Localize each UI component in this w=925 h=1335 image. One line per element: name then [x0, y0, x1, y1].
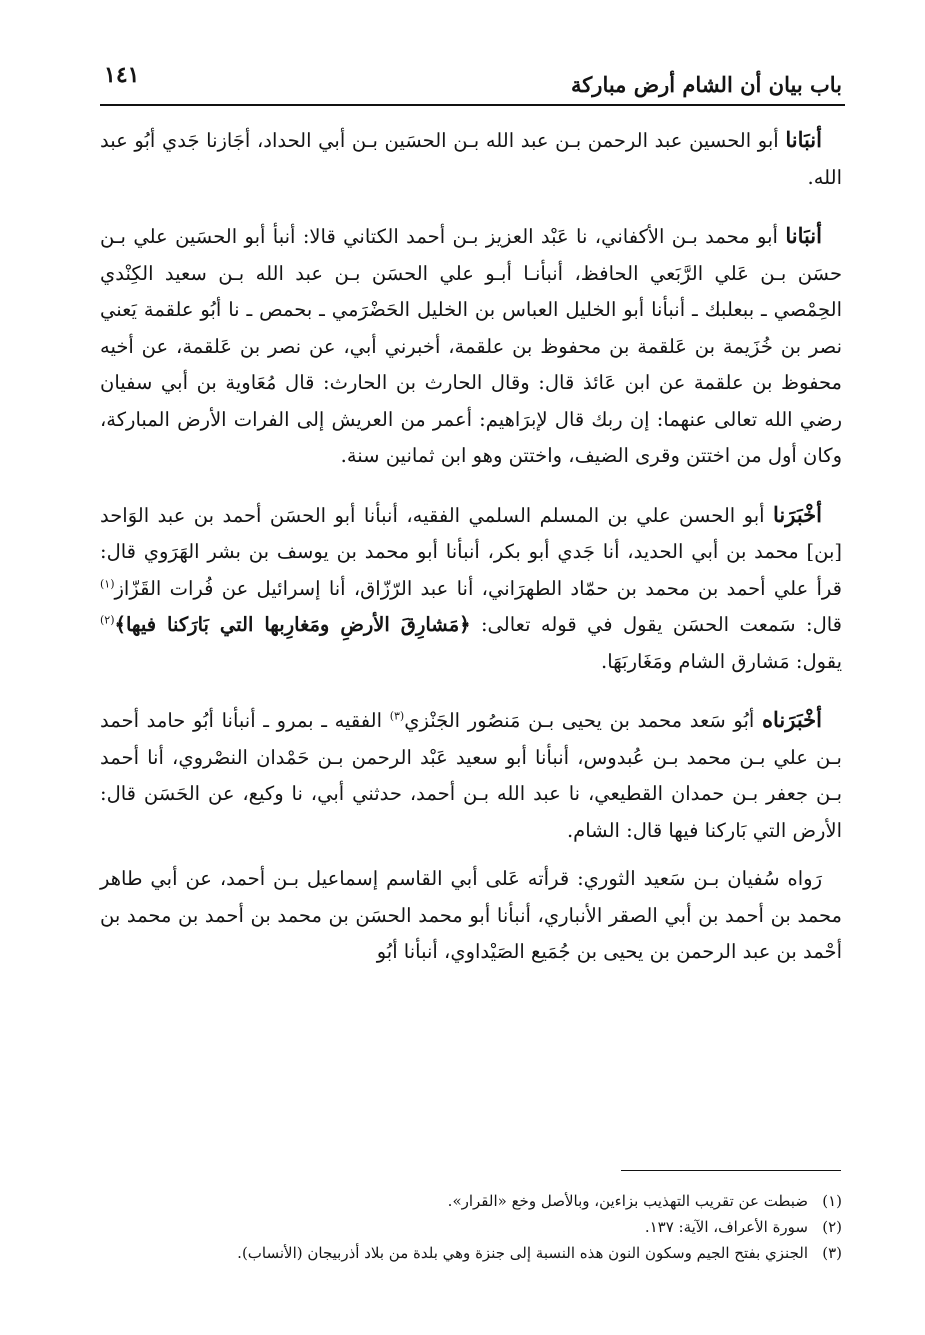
isnad-lead-word: أخْبَرَناه: [762, 707, 822, 732]
footnote-2: [100, 1214, 842, 1240]
paragraph-4: [100, 702, 842, 849]
paragraph-text-cont: قال: سَمعت الحسَن يقول في قوله تعالى:: [470, 613, 843, 636]
paragraph-text: أبو محمد بـن الأكفاني، نا عَبْد العزيز بـن أحمد الكتاني قالا: أنبأ أبو الحسَين علي بـن حسَن بـن عَلي الرَّبَعي الحافظ، أنبأنـا أبـو علي الحسَن بـن عبد الله بـن سعيد الكِنْدي الحِمْصي ـ ببعلبك ـ أنبأنا أبو الخليل العباس بن الخليل الحَضْرَمي ـ بحمص ـ نا أبُو علقمة يَعني نصر بن خُزَيمة بن عَلقمة بن محفوظ بن علقمة، أخبرني أبي، عن نصر بن عَلقمة، عن أخيه محفوظ بن علقمة عن ابن عَائذ قال: وقال الحارث بن الحارث: قال مُعَاوية بن أبي سفيان رضي الله تعالى عنهما: إن ربك قال لإبرَاهيم: أعمر من العريش إلى الفرات الأرض المباركة، وكان أول من اختتن وقرى الضيف، واختتن وهو ابن ثمانين سنة.: [100, 225, 842, 467]
page-header: [100, 60, 842, 104]
page-number: ١٤١: [104, 62, 140, 88]
main-text: [100, 122, 842, 971]
isnad-lead-word: أنبَانا: [785, 127, 822, 152]
isnad-lead-word: أخْبَرَنا: [773, 501, 822, 527]
footnote-number: (٢): [822, 1218, 842, 1236]
footnote-text: الجنزي بفتح الجيم وسكون النون هذه النسبة إلى جنزة وهي بلدة من بلاد أذربيجان (الأنساب).: [237, 1244, 808, 1262]
paragraph-text: رَواه سُفيان بـن سَعيد الثوري: قرأته عَلى أبي القاسم إسماعيل بـن أحمد، عن أبي طاهر محمد بن أحمد بن أبي الصقر الأنباري، أنبأنا أبو محمد الحسَن بن محمد بن أحمد بن محمد بن أحْمد بن عبد الرحمن بن يحيى بن جُمَيع الصَيْداوي، أنبأنا أبُو: [100, 867, 842, 963]
running-title: باب بيان أن الشام أرض مباركة: [571, 72, 842, 97]
paragraph-3: [100, 497, 842, 681]
footnote-number: (٣): [822, 1244, 842, 1262]
footnote-ref-3[interactable]: (٣): [389, 709, 405, 723]
footnote-text: سورة الأعراف، الآية: ١٣٧.: [644, 1218, 808, 1236]
footnotes: [100, 1188, 842, 1266]
footnote-text: ضبطت عن تقريب التهذيب بزاءين، وبالأصل وخع «القرار».: [447, 1192, 808, 1210]
paragraph-5: [100, 861, 842, 971]
footnote-number: (١): [822, 1192, 842, 1210]
paragraph-text-end: يقول: مَشارق الشام ومَغَاربَهَا.: [601, 649, 842, 673]
footnote-1: [100, 1188, 842, 1214]
footnote-3: [100, 1240, 842, 1266]
isnad-lead-word: أنبَانا: [785, 223, 822, 248]
quran-verse: ﴿مَشارِقَ الأرضِ ومَغارِبها التي بَارَكنا فيها﴾: [114, 613, 471, 636]
paragraph-text: أبُو سَعد محمد بن يحيى بـن مَنصُور الجَنْزي: [404, 709, 762, 732]
footnote-ref-1[interactable]: (١): [100, 577, 115, 590]
paragraph-2: [100, 218, 842, 475]
footnote-separator: [621, 1170, 841, 1171]
paragraph-text: أبو الحسين عبد الرحمن بـن عبد الله بـن الحسَين بـن أبي الحداد، أجَازنا جَدي أبُو عبد الله.: [100, 129, 842, 189]
paragraph-text-cont: الفقيه ـ بمرو ـ أنبأنا أبُو حامد أحمد بـن علي بـن محمد بـن عُبدوس، أنبأنا أبو سعيد عَبْد الرحمن بـن حَمْدان النصْروي، أنا أحمد بـن جعفر بـن حمدان القطيعي، نا عبد الله بـن أحمد، حدثني أبي، نا وكيع، عن الحَسَن قال: الأرض التي بَاركنا فيها قال: الشام.: [100, 709, 842, 842]
paragraph-text: أبو الحسن علي بن المسلم السلمي الفقيه، أنبأنا أبو الحسَن أحمد بن عبد الوَاحد [بن] محمد بن أبي الحديد، أنا جَدي أبو بكر، أنبأنا أبو محمد بن يوسف بن بشر الهَرَوي قال: قرأ علي أحمد بن محمد بن حمّاد الطهرَاني، أنا عبد الرّزّاق، أنا إسرائيل عن فُرات القَزّاز: [100, 503, 842, 600]
footnote-ref-2[interactable]: (٢): [100, 613, 115, 627]
paragraph-1: [100, 122, 842, 196]
header-rule: [100, 104, 845, 106]
